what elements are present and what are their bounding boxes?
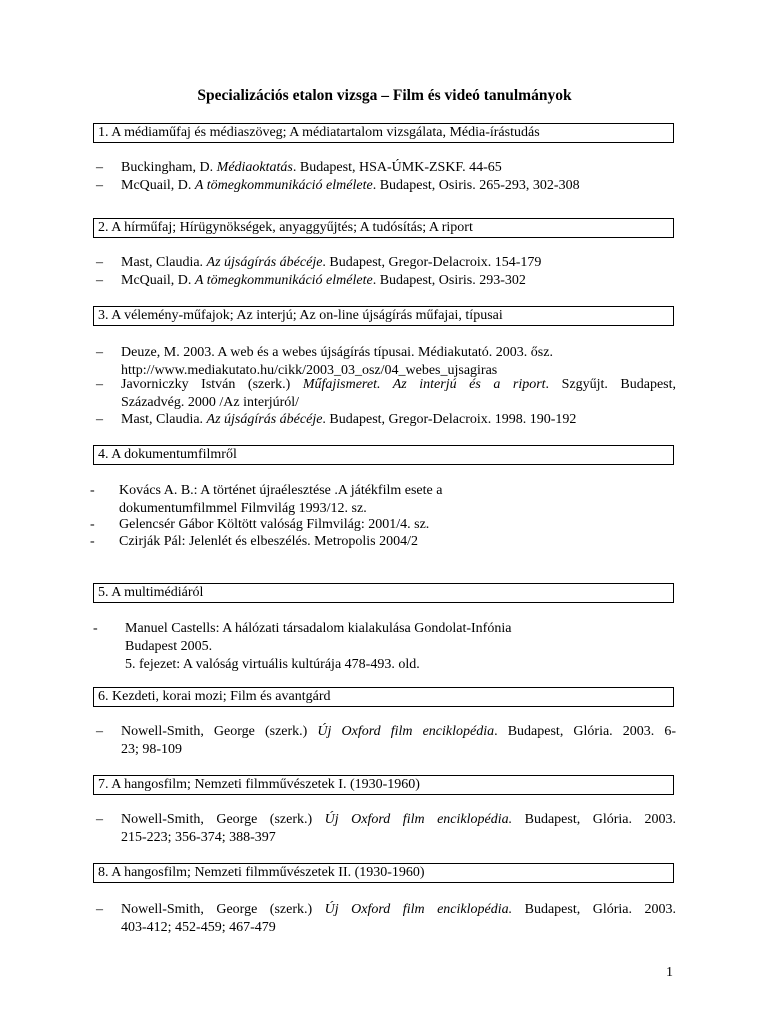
list-item	[93, 411, 676, 429]
entry-text: 5. fejezet: A valóság virtuális kultúrája 478-493. old.	[125, 657, 420, 672]
section-heading-4: 4. A dokumentumfilmről	[93, 445, 674, 465]
list-item	[93, 159, 676, 177]
bullet: –	[96, 724, 103, 739]
page-title: Specializációs etalon vizsga – Film és videó tanulmányok	[197, 87, 572, 104]
entry-text: Nowell-Smith, George (szerk.)	[121, 902, 325, 917]
bullet: –	[96, 902, 103, 917]
entry-text: Gelencsér Gábor Költött valóság Filmvilág: 2001/4. sz.	[119, 517, 430, 532]
list-item	[93, 254, 676, 272]
list-item	[93, 620, 676, 674]
entry-title: A tömegkommunikáció elmélete	[194, 178, 373, 193]
entry-text: 215-223; 356-374; 388-397	[121, 830, 276, 845]
section-heading-8: 8. A hangosfilm; Nemzeti filmművészetek II. (1930-1960)	[93, 863, 674, 883]
page-number: 1	[666, 965, 673, 980]
section-heading-2: 2. A hírműfaj; Hírügynökségek, anyaggyűjtés; A tudósítás; A riport	[93, 218, 674, 238]
entry-text: . Szgyűjt. Budapest,	[545, 377, 676, 392]
entry-title: Az újságírás ábécéje	[206, 255, 323, 270]
entry-text: Mast, Claudia.	[121, 255, 207, 270]
entry-text: Mast, Claudia.	[121, 412, 207, 427]
entry-text: Nowell-Smith, George (szerk.)	[121, 724, 318, 739]
bullet: –	[96, 377, 103, 392]
entry-text: Századvég. 2000 /Az interjúról/	[121, 395, 300, 410]
entry-title: Új Oxford film enciklopédia.	[324, 812, 513, 827]
bullet: –	[96, 412, 103, 427]
entry-text: Budapest, Glória. 2003.	[512, 812, 677, 827]
entry-text: Budapest 2005.	[125, 639, 213, 654]
entry-text: . Budapest, HSA-ÚMK-ZSKF. 44-65	[292, 160, 502, 175]
list-item	[93, 811, 676, 847]
list-item	[93, 901, 676, 937]
entry-title: Médiaoktatás	[216, 160, 293, 175]
bullet: -	[93, 621, 98, 636]
entry-text: McQuail, D.	[121, 178, 195, 193]
entry-text: 403-412; 452-459; 467-479	[121, 920, 276, 935]
bullet: –	[96, 160, 103, 175]
entry-title: A tömegkommunikáció elmélete	[194, 273, 373, 288]
bullet: -	[90, 483, 95, 498]
entry-text: . Budapest, Glória. 2003. 6-	[494, 724, 677, 739]
entry-url: http://www.mediakutato.hu/cikk/2003_03_osz/04_webes_ujsagiras	[121, 363, 498, 378]
entry-text: 23; 98-109	[121, 742, 183, 757]
list-item	[90, 533, 676, 551]
bullet: -	[90, 534, 95, 549]
bullet: –	[96, 812, 103, 827]
entry-text: Czirják Pál: Jelenlét és elbeszélés. Metropolis 2004/2	[119, 534, 418, 549]
entry-text: McQuail, D.	[121, 273, 195, 288]
entry-title: Az újságírás ábécéje	[206, 412, 323, 427]
bullet: –	[96, 255, 103, 270]
list-item	[90, 516, 676, 534]
bullet: –	[96, 345, 103, 360]
list-item	[90, 482, 676, 518]
section-heading-3: 3. A vélemény-műfajok; Az interjú; Az on-line újságírás műfajai, típusai	[93, 306, 674, 326]
list-item	[93, 723, 676, 759]
list-item	[93, 177, 676, 195]
entry-text: . Budapest, Gregor-Delacroix. 1998. 190-192	[322, 412, 577, 427]
entry-title: Új Oxford film enciklopédia.	[324, 902, 513, 917]
entry-text: . Budapest, Osiris. 293-302	[372, 273, 526, 288]
section-heading-6: 6. Kezdeti, korai mozi; Film és avantgárd	[93, 687, 674, 707]
entry-text: Nowell-Smith, George (szerk.)	[121, 812, 325, 827]
entry-text: Buckingham, D.	[121, 160, 217, 175]
bullet: –	[96, 178, 103, 193]
entry-text: . Budapest, Osiris. 265-293, 302-308	[372, 178, 580, 193]
section-heading-5: 5. A multimédiáról	[93, 583, 674, 603]
list-item	[93, 344, 676, 380]
entry-text: . Budapest, Gregor-Delacroix. 154-179	[322, 255, 542, 270]
entry-text: Deuze, M. 2003. A web és a webes újságírás típusai. Médiakutató. 2003. ősz.	[121, 345, 553, 360]
bullet: –	[96, 273, 103, 288]
list-item	[93, 376, 676, 412]
entry-title: Műfajismeret. Az interjú és a riport	[302, 377, 546, 392]
entry-text: Manuel Castells: A hálózati társadalom kialakulása Gondolat-Infónia	[125, 621, 512, 636]
section-heading-1: 1. A médiaműfaj és médiaszöveg; A médiatartalom vizsgálata, Média-írástudás	[93, 123, 674, 143]
list-item	[93, 272, 676, 290]
bullet: -	[90, 517, 95, 532]
entry-text: Budapest, Glória. 2003.	[512, 902, 677, 917]
entry-text: Javorniczky István (szerk.)	[121, 377, 303, 392]
section-heading-7: 7. A hangosfilm; Nemzeti filmművészetek I. (1930-1960)	[93, 775, 674, 795]
entry-text: dokumentumfilmmel Filmvilág 1993/12. sz.	[119, 501, 367, 516]
entry-title: Új Oxford film enciklopédia	[317, 724, 495, 739]
entry-text: Kovács A. B.: A történet újraélesztése .A játékfilm esete a	[119, 483, 443, 498]
